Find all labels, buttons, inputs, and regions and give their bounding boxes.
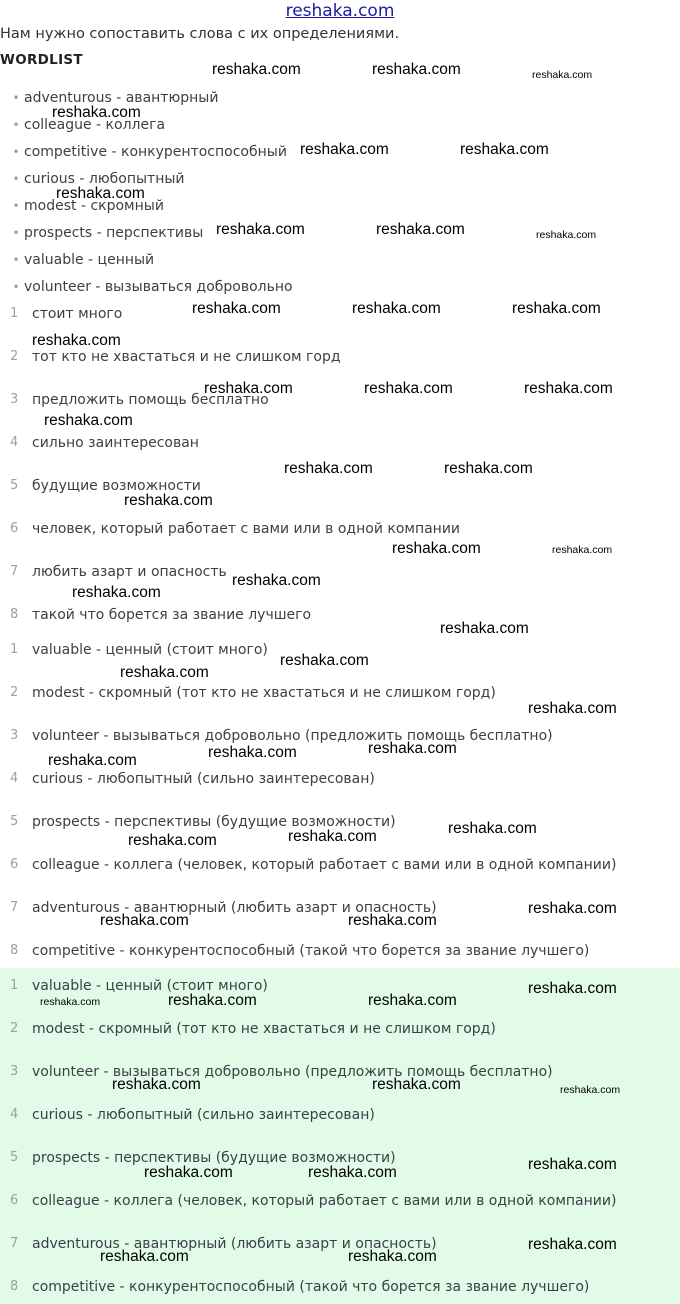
watermark: reshaka.com (56, 185, 145, 202)
watermark: reshaka.com (100, 1248, 189, 1265)
watermark: reshaka.com (460, 141, 549, 158)
watermark: reshaka.com (216, 221, 305, 238)
watermark: reshaka.com (44, 412, 133, 429)
bullet-icon: • (12, 225, 20, 240)
wordlist-item: • curious - любопытный (0, 165, 680, 192)
watermark: reshaka.com (112, 1076, 201, 1093)
watermark: reshaka.com (392, 540, 481, 557)
watermark: reshaka.com (528, 1236, 617, 1253)
wordlist-item: • valuable - ценный (0, 246, 680, 273)
watermark: reshaka.com (528, 1156, 617, 1173)
watermark: reshaka.com (144, 1164, 233, 1181)
watermark: reshaka.com (372, 1076, 461, 1093)
watermark: reshaka.com (284, 460, 373, 477)
wordlist-item: • adventurous - авантюрный (0, 84, 680, 111)
watermark: reshaka.com (560, 1084, 621, 1096)
watermark: reshaka.com (120, 664, 209, 681)
watermark: reshaka.com (288, 828, 377, 845)
watermark: reshaka.com (280, 652, 369, 669)
intro-text: Нам нужно сопоставить слова с их определениями. (0, 26, 400, 42)
bullet-icon: • (12, 171, 20, 186)
watermark: reshaka.com (512, 300, 601, 317)
wordlist-item: • colleague - коллега (0, 111, 680, 138)
site-link[interactable]: reshaka.com (285, 1, 395, 21)
watermark: reshaka.com (232, 572, 321, 589)
watermark: reshaka.com (444, 460, 533, 477)
wordlist-item: • competitive - конкурентоспособный (0, 138, 680, 165)
watermark: reshaka.com (352, 300, 441, 317)
watermark: reshaka.com (552, 544, 613, 556)
bullet-icon: • (12, 198, 20, 213)
watermark: reshaka.com (536, 229, 597, 241)
watermark: reshaka.com (128, 832, 217, 849)
watermark: reshaka.com (528, 980, 617, 997)
watermark: reshaka.com (308, 1164, 397, 1181)
wordlist-item: • volunteer - вызываться добровольно (0, 273, 680, 300)
watermark: reshaka.com (192, 300, 281, 317)
watermark: reshaka.com (204, 380, 293, 397)
bullet-icon: • (12, 144, 20, 159)
wordlist-item: • modest - скромный (0, 192, 680, 219)
watermark: reshaka.com (528, 700, 617, 717)
watermark: reshaka.com (48, 752, 137, 769)
watermark: reshaka.com (124, 492, 213, 509)
watermark: reshaka.com (212, 61, 301, 78)
watermark: reshaka.com (40, 996, 101, 1008)
watermark: reshaka.com (372, 61, 461, 78)
watermark: reshaka.com (364, 380, 453, 397)
watermark: reshaka.com (448, 820, 537, 837)
watermark: reshaka.com (532, 69, 593, 81)
wordlist-heading: WORDLIST (0, 52, 83, 68)
watermark: reshaka.com (348, 1248, 437, 1265)
watermark: reshaka.com (348, 912, 437, 929)
watermark: reshaka.com (368, 740, 457, 757)
watermark: reshaka.com (368, 992, 457, 1009)
watermark: reshaka.com (376, 221, 465, 238)
bullet-icon: • (12, 252, 20, 267)
watermark: reshaka.com (72, 584, 161, 601)
watermark: reshaka.com (524, 380, 613, 397)
watermark: reshaka.com (440, 620, 529, 637)
watermark: reshaka.com (100, 912, 189, 929)
watermark: reshaka.com (32, 332, 121, 349)
watermark: reshaka.com (208, 744, 297, 761)
watermark: reshaka.com (528, 900, 617, 917)
bullet-icon: • (12, 90, 20, 105)
watermark: reshaka.com (300, 141, 389, 158)
wordlist-item: • prospects - перспективы (0, 219, 680, 246)
bullet-icon: • (12, 279, 20, 294)
bullet-icon: • (12, 117, 20, 132)
watermark: reshaka.com (52, 104, 141, 121)
watermark: reshaka.com (168, 992, 257, 1009)
